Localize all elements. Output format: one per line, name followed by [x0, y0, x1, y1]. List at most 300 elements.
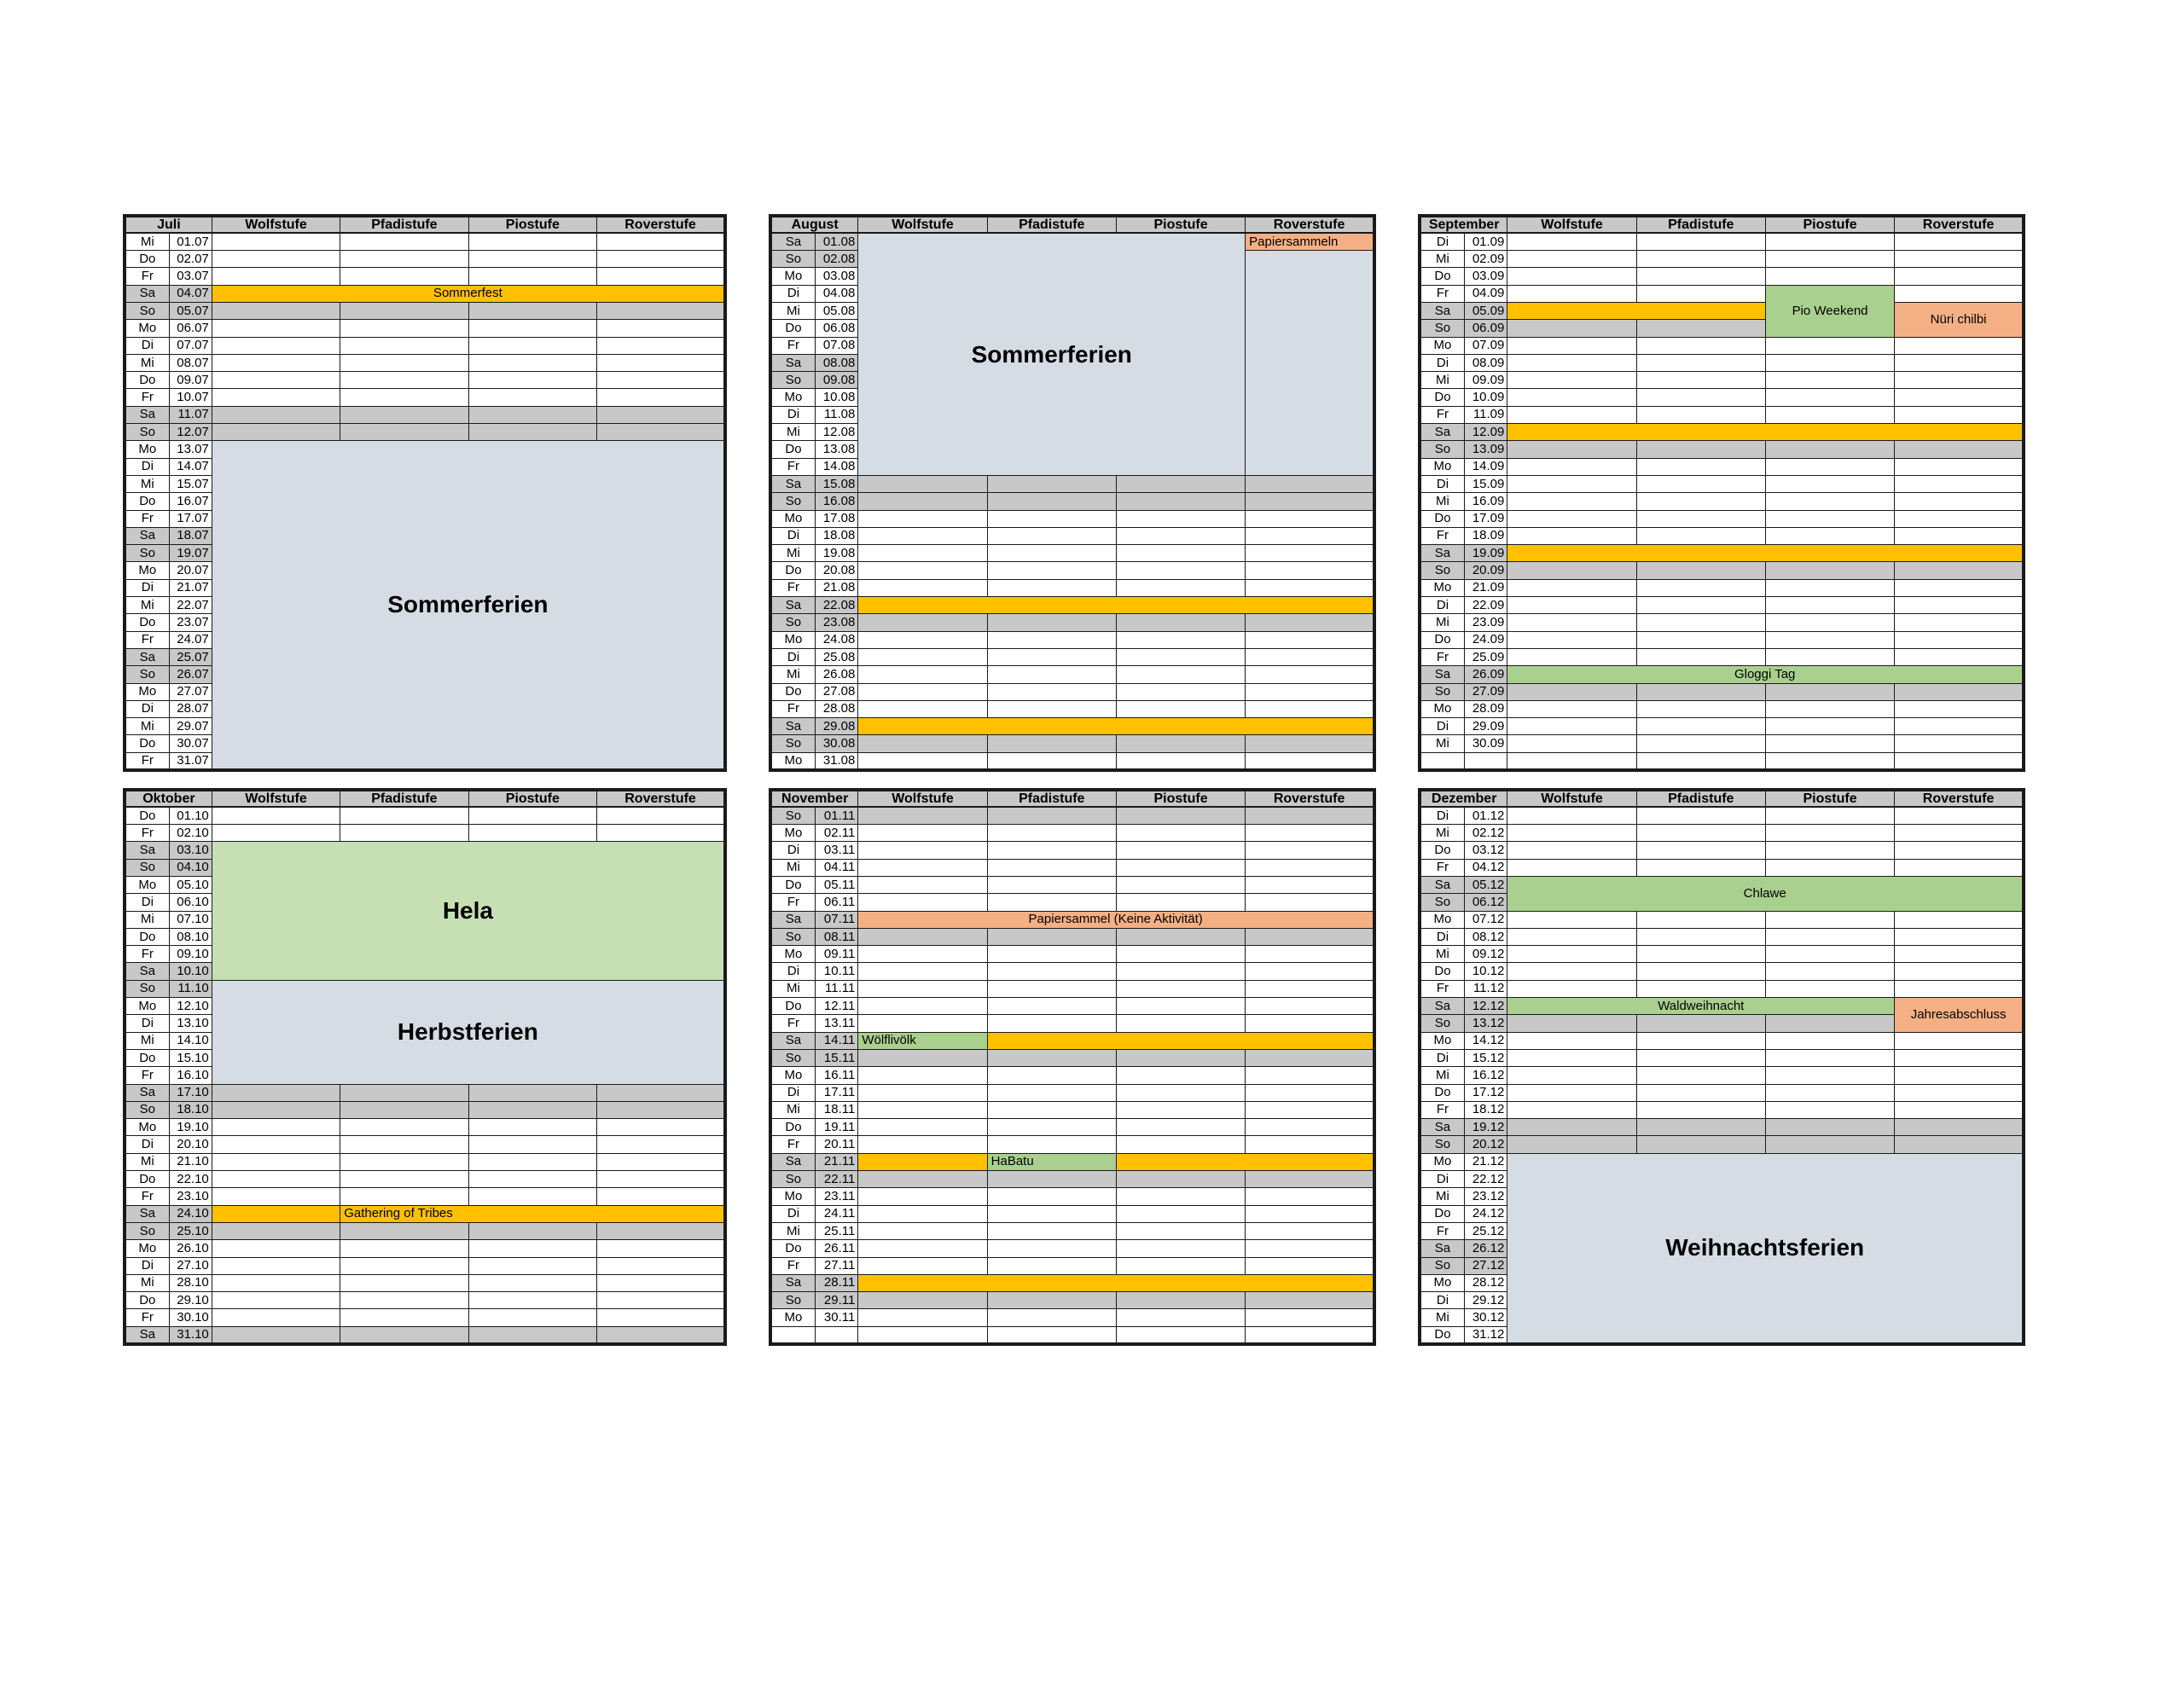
- schedule-cell[interactable]: [1246, 1257, 1374, 1274]
- schedule-cell[interactable]: [468, 372, 596, 389]
- schedule-cell[interactable]: [1895, 458, 2024, 475]
- schedule-cell[interactable]: [1895, 406, 2024, 423]
- schedule-cell[interactable]: [1895, 928, 2024, 945]
- schedule-cell[interactable]: [1507, 389, 1636, 406]
- schedule-cell[interactable]: [212, 1101, 340, 1118]
- schedule-cell[interactable]: [1765, 251, 1894, 268]
- schedule-cell[interactable]: [1765, 963, 1894, 980]
- schedule-cell[interactable]: [1636, 251, 1765, 268]
- schedule-cell[interactable]: [468, 1136, 596, 1153]
- event-cell[interactable]: Weihnachtsferien: [1507, 1153, 2024, 1343]
- schedule-cell[interactable]: [1507, 859, 1636, 876]
- schedule-cell[interactable]: [597, 251, 725, 268]
- schedule-cell[interactable]: [1765, 372, 1894, 389]
- schedule-cell[interactable]: [1246, 683, 1374, 700]
- schedule-cell[interactable]: [987, 1205, 1116, 1222]
- schedule-cell[interactable]: [1765, 928, 1894, 945]
- schedule-cell[interactable]: [1636, 683, 1765, 700]
- schedule-cell[interactable]: [1116, 1067, 1245, 1084]
- schedule-cell[interactable]: [1765, 700, 1894, 717]
- schedule-cell[interactable]: [1507, 579, 1636, 596]
- schedule-cell[interactable]: [1765, 493, 1894, 510]
- schedule-cell[interactable]: [858, 1326, 987, 1343]
- schedule-cell[interactable]: [212, 1084, 340, 1101]
- schedule-cell[interactable]: [1246, 562, 1374, 579]
- schedule-cell[interactable]: [340, 1153, 468, 1170]
- schedule-cell[interactable]: [1636, 268, 1765, 285]
- schedule-cell[interactable]: [212, 1136, 340, 1153]
- schedule-cell[interactable]: [987, 859, 1116, 876]
- schedule-cell[interactable]: [1246, 963, 1374, 980]
- schedule-cell[interactable]: [987, 1240, 1116, 1257]
- schedule-cell[interactable]: [1246, 493, 1374, 510]
- schedule-cell[interactable]: [858, 752, 987, 769]
- schedule-cell[interactable]: [1636, 1136, 1765, 1153]
- event-cell[interactable]: [1507, 545, 2024, 562]
- schedule-cell[interactable]: [1765, 946, 1894, 963]
- schedule-cell[interactable]: [1116, 545, 1245, 562]
- schedule-cell[interactable]: [1116, 1084, 1245, 1101]
- schedule-cell[interactable]: [987, 1257, 1116, 1274]
- schedule-cell[interactable]: [1116, 1240, 1245, 1257]
- schedule-cell[interactable]: [1246, 807, 1374, 824]
- schedule-cell[interactable]: [858, 1067, 987, 1084]
- schedule-cell[interactable]: [1765, 980, 1894, 997]
- schedule-cell[interactable]: [1636, 700, 1765, 717]
- schedule-cell[interactable]: [212, 354, 340, 371]
- schedule-cell[interactable]: [1765, 597, 1894, 614]
- schedule-cell[interactable]: [858, 666, 987, 683]
- event-cell[interactable]: Sommerfest: [212, 285, 725, 302]
- schedule-cell[interactable]: [212, 233, 340, 250]
- schedule-cell[interactable]: [212, 337, 340, 354]
- schedule-cell[interactable]: [340, 1240, 468, 1257]
- schedule-cell[interactable]: [597, 1240, 725, 1257]
- schedule-cell[interactable]: [1507, 406, 1636, 423]
- schedule-cell[interactable]: [1765, 752, 1894, 769]
- schedule-cell[interactable]: [340, 1101, 468, 1118]
- schedule-cell[interactable]: [1895, 842, 2024, 859]
- schedule-cell[interactable]: [1116, 1119, 1245, 1136]
- schedule-cell[interactable]: [858, 1205, 987, 1222]
- schedule-cell[interactable]: [1895, 683, 2024, 700]
- schedule-cell[interactable]: [1507, 527, 1636, 544]
- schedule-cell[interactable]: [340, 320, 468, 337]
- event-cell[interactable]: HaBatu: [987, 1153, 1116, 1170]
- event-cell[interactable]: Pio Weekend: [1765, 285, 1894, 337]
- schedule-cell[interactable]: [1636, 337, 1765, 354]
- schedule-cell[interactable]: [1116, 980, 1245, 997]
- schedule-cell[interactable]: [858, 980, 987, 997]
- schedule-cell[interactable]: [468, 1274, 596, 1291]
- schedule-cell[interactable]: [1895, 1084, 2024, 1101]
- schedule-cell[interactable]: [468, 337, 596, 354]
- schedule-cell[interactable]: [1246, 631, 1374, 648]
- schedule-cell[interactable]: [987, 963, 1116, 980]
- schedule-cell[interactable]: [1895, 963, 2024, 980]
- schedule-cell[interactable]: [1765, 1101, 1894, 1118]
- schedule-cell[interactable]: [212, 372, 340, 389]
- schedule-cell[interactable]: [1116, 493, 1245, 510]
- schedule-cell[interactable]: [1636, 579, 1765, 596]
- schedule-cell[interactable]: [1765, 683, 1894, 700]
- schedule-cell[interactable]: [1765, 510, 1894, 527]
- schedule-cell[interactable]: [1246, 859, 1374, 876]
- schedule-cell[interactable]: [597, 1326, 725, 1343]
- schedule-cell[interactable]: [987, 1119, 1116, 1136]
- schedule-cell[interactable]: [1116, 666, 1245, 683]
- schedule-cell[interactable]: [212, 825, 340, 842]
- event-cell[interactable]: [858, 718, 1374, 735]
- schedule-cell[interactable]: [1246, 752, 1374, 769]
- schedule-cell[interactable]: [858, 683, 987, 700]
- schedule-cell[interactable]: [1895, 285, 2024, 302]
- schedule-cell[interactable]: [1246, 1188, 1374, 1205]
- schedule-cell[interactable]: [1636, 441, 1765, 458]
- schedule-cell[interactable]: [468, 1222, 596, 1239]
- event-cell[interactable]: Herbstferien: [212, 980, 725, 1084]
- schedule-cell[interactable]: [212, 389, 340, 406]
- schedule-cell[interactable]: [1507, 1136, 1636, 1153]
- schedule-cell[interactable]: [1116, 946, 1245, 963]
- schedule-cell[interactable]: [1507, 1119, 1636, 1136]
- schedule-cell[interactable]: [1246, 1205, 1374, 1222]
- schedule-cell[interactable]: [1765, 825, 1894, 842]
- schedule-cell[interactable]: [1765, 859, 1894, 876]
- schedule-cell[interactable]: [1636, 718, 1765, 735]
- schedule-cell[interactable]: [212, 1257, 340, 1274]
- schedule-cell[interactable]: [597, 825, 725, 842]
- schedule-cell[interactable]: [1507, 441, 1636, 458]
- schedule-cell[interactable]: [468, 424, 596, 441]
- schedule-cell[interactable]: [987, 1326, 1116, 1343]
- schedule-cell[interactable]: [1246, 545, 1374, 562]
- schedule-cell[interactable]: [1116, 1171, 1245, 1188]
- schedule-cell[interactable]: [340, 233, 468, 250]
- schedule-cell[interactable]: [340, 1084, 468, 1101]
- schedule-cell[interactable]: [1636, 1119, 1765, 1136]
- schedule-cell[interactable]: [858, 579, 987, 596]
- event-cell[interactable]: Chlawe: [1507, 876, 2024, 911]
- schedule-cell[interactable]: [1895, 510, 2024, 527]
- schedule-cell[interactable]: [1507, 597, 1636, 614]
- schedule-cell[interactable]: [1895, 233, 2024, 250]
- schedule-cell[interactable]: [1765, 631, 1894, 648]
- schedule-cell[interactable]: [987, 1222, 1116, 1239]
- schedule-cell[interactable]: [1765, 337, 1894, 354]
- schedule-cell[interactable]: [1507, 980, 1636, 997]
- schedule-cell[interactable]: [1246, 510, 1374, 527]
- schedule-cell[interactable]: [1636, 963, 1765, 980]
- schedule-cell[interactable]: [1636, 1084, 1765, 1101]
- schedule-cell[interactable]: [1636, 859, 1765, 876]
- schedule-cell[interactable]: [1116, 1101, 1245, 1118]
- schedule-cell[interactable]: [597, 268, 725, 285]
- schedule-cell[interactable]: [1116, 631, 1245, 648]
- schedule-cell[interactable]: [1636, 648, 1765, 665]
- schedule-cell[interactable]: [1765, 1032, 1894, 1049]
- schedule-cell[interactable]: [987, 493, 1116, 510]
- schedule-cell[interactable]: [1765, 807, 1894, 824]
- schedule-cell[interactable]: [1507, 475, 1636, 492]
- schedule-cell[interactable]: [858, 963, 987, 980]
- schedule-cell[interactable]: [987, 475, 1116, 492]
- schedule-cell[interactable]: [340, 354, 468, 371]
- schedule-cell[interactable]: [1116, 876, 1245, 893]
- schedule-cell[interactable]: [858, 700, 987, 717]
- schedule-cell[interactable]: [858, 928, 987, 945]
- schedule-cell[interactable]: [1765, 842, 1894, 859]
- schedule-cell[interactable]: [1116, 1188, 1245, 1205]
- schedule-cell[interactable]: [1765, 527, 1894, 544]
- schedule-cell[interactable]: [1116, 1049, 1245, 1066]
- schedule-cell[interactable]: [1636, 406, 1765, 423]
- schedule-cell[interactable]: [212, 1292, 340, 1309]
- schedule-cell[interactable]: [987, 545, 1116, 562]
- schedule-cell[interactable]: [1116, 842, 1245, 859]
- schedule-cell[interactable]: [1636, 233, 1765, 250]
- schedule-cell[interactable]: [597, 1222, 725, 1239]
- schedule-cell[interactable]: [1116, 510, 1245, 527]
- schedule-cell[interactable]: [468, 1188, 596, 1205]
- schedule-cell[interactable]: [1636, 493, 1765, 510]
- schedule-cell[interactable]: [468, 1326, 596, 1343]
- schedule-cell[interactable]: [1765, 475, 1894, 492]
- schedule-cell[interactable]: [1765, 233, 1894, 250]
- schedule-cell[interactable]: [212, 1153, 340, 1170]
- schedule-cell[interactable]: [1246, 527, 1374, 544]
- schedule-cell[interactable]: [1765, 718, 1894, 735]
- schedule-cell[interactable]: [597, 302, 725, 319]
- schedule-cell[interactable]: [1895, 631, 2024, 648]
- schedule-cell[interactable]: [987, 648, 1116, 665]
- schedule-cell[interactable]: [1507, 268, 1636, 285]
- schedule-cell[interactable]: [1116, 1222, 1245, 1239]
- schedule-cell[interactable]: [1765, 648, 1894, 665]
- schedule-cell[interactable]: [1116, 928, 1245, 945]
- schedule-cell[interactable]: [987, 876, 1116, 893]
- event-cell[interactable]: Wölflivölk: [858, 1032, 987, 1049]
- schedule-cell[interactable]: [858, 1309, 987, 1326]
- schedule-cell[interactable]: [1507, 735, 1636, 752]
- schedule-cell[interactable]: [212, 320, 340, 337]
- schedule-cell[interactable]: [1895, 1101, 2024, 1118]
- schedule-cell[interactable]: [987, 825, 1116, 842]
- schedule-cell[interactable]: [212, 1326, 340, 1343]
- schedule-cell[interactable]: [858, 876, 987, 893]
- schedule-cell[interactable]: [1246, 1049, 1374, 1066]
- schedule-cell[interactable]: [858, 1171, 987, 1188]
- schedule-cell[interactable]: [597, 406, 725, 423]
- schedule-cell[interactable]: [1116, 807, 1245, 824]
- schedule-cell[interactable]: [212, 1171, 340, 1188]
- schedule-cell[interactable]: [1116, 683, 1245, 700]
- schedule-cell[interactable]: [1895, 372, 2024, 389]
- schedule-cell[interactable]: [987, 998, 1116, 1015]
- schedule-cell[interactable]: [987, 735, 1116, 752]
- event-cell[interactable]: Sommerferien: [212, 441, 725, 770]
- schedule-cell[interactable]: [987, 842, 1116, 859]
- event-cell[interactable]: [1116, 1153, 1374, 1170]
- schedule-cell[interactable]: [1765, 1084, 1894, 1101]
- schedule-cell[interactable]: [212, 1222, 340, 1239]
- schedule-cell[interactable]: [1636, 1067, 1765, 1084]
- schedule-cell[interactable]: [212, 268, 340, 285]
- schedule-cell[interactable]: [212, 1240, 340, 1257]
- schedule-cell[interactable]: [1246, 614, 1374, 631]
- schedule-cell[interactable]: [1507, 928, 1636, 945]
- schedule-cell[interactable]: [1636, 631, 1765, 648]
- schedule-cell[interactable]: [468, 320, 596, 337]
- schedule-cell[interactable]: [1246, 1326, 1374, 1343]
- schedule-cell[interactable]: [1636, 1101, 1765, 1118]
- schedule-cell[interactable]: [1116, 648, 1245, 665]
- schedule-cell[interactable]: [1246, 1171, 1374, 1188]
- schedule-cell[interactable]: [987, 1136, 1116, 1153]
- event-cell[interactable]: Papiersammel (Keine Aktivität): [858, 911, 1374, 928]
- event-cell[interactable]: [987, 1032, 1374, 1049]
- schedule-cell[interactable]: [212, 807, 340, 824]
- schedule-cell[interactable]: [597, 233, 725, 250]
- schedule-cell[interactable]: [1895, 1032, 2024, 1049]
- schedule-cell[interactable]: [597, 424, 725, 441]
- schedule-cell[interactable]: [340, 424, 468, 441]
- schedule-cell[interactable]: [468, 1171, 596, 1188]
- schedule-cell[interactable]: [1507, 752, 1636, 769]
- schedule-cell[interactable]: [597, 354, 725, 371]
- schedule-cell[interactable]: [340, 268, 468, 285]
- schedule-cell[interactable]: [1636, 597, 1765, 614]
- event-cell[interactable]: Nüri chilbi: [1895, 302, 2024, 337]
- schedule-cell[interactable]: [212, 1274, 340, 1291]
- schedule-cell[interactable]: [858, 545, 987, 562]
- schedule-cell[interactable]: [987, 1171, 1116, 1188]
- schedule-cell[interactable]: [1765, 406, 1894, 423]
- schedule-cell[interactable]: [597, 320, 725, 337]
- schedule-cell[interactable]: [1765, 1119, 1894, 1136]
- schedule-cell[interactable]: [1507, 648, 1636, 665]
- schedule-cell[interactable]: [1246, 648, 1374, 665]
- schedule-cell[interactable]: [858, 946, 987, 963]
- schedule-cell[interactable]: [858, 1119, 987, 1136]
- event-cell[interactable]: [858, 1274, 1374, 1291]
- schedule-cell[interactable]: [1507, 631, 1636, 648]
- schedule-cell[interactable]: [1116, 752, 1245, 769]
- schedule-cell[interactable]: [987, 807, 1116, 824]
- schedule-cell[interactable]: [1636, 285, 1765, 302]
- schedule-cell[interactable]: [1895, 597, 2024, 614]
- schedule-cell[interactable]: [1507, 233, 1636, 250]
- schedule-cell[interactable]: [1116, 700, 1245, 717]
- schedule-cell[interactable]: [1636, 458, 1765, 475]
- schedule-cell[interactable]: [1246, 1084, 1374, 1101]
- schedule-cell[interactable]: [1895, 911, 2024, 928]
- schedule-cell[interactable]: [468, 1119, 596, 1136]
- schedule-cell[interactable]: [1895, 1049, 2024, 1066]
- schedule-cell[interactable]: [858, 510, 987, 527]
- schedule-cell[interactable]: [1507, 911, 1636, 928]
- schedule-cell[interactable]: [1246, 1136, 1374, 1153]
- schedule-cell[interactable]: [1895, 752, 2024, 769]
- schedule-cell[interactable]: [340, 1292, 468, 1309]
- schedule-cell[interactable]: [340, 1257, 468, 1274]
- schedule-cell[interactable]: [1765, 1015, 1894, 1032]
- schedule-cell[interactable]: [597, 337, 725, 354]
- schedule-cell[interactable]: [1246, 842, 1374, 859]
- schedule-cell[interactable]: [858, 998, 987, 1015]
- schedule-cell[interactable]: [1636, 911, 1765, 928]
- schedule-cell[interactable]: [1116, 475, 1245, 492]
- schedule-cell[interactable]: [468, 1101, 596, 1118]
- schedule-cell[interactable]: [597, 807, 725, 824]
- schedule-cell[interactable]: [1895, 825, 2024, 842]
- schedule-cell[interactable]: [340, 1171, 468, 1188]
- schedule-cell[interactable]: [1246, 1222, 1374, 1239]
- schedule-cell[interactable]: [1636, 527, 1765, 544]
- schedule-cell[interactable]: [858, 1101, 987, 1118]
- schedule-cell[interactable]: [1895, 527, 2024, 544]
- event-cell[interactable]: Papiersammeln: [1246, 233, 1374, 250]
- schedule-cell[interactable]: [1246, 475, 1374, 492]
- schedule-cell[interactable]: [987, 579, 1116, 596]
- schedule-cell[interactable]: [468, 1153, 596, 1170]
- schedule-cell[interactable]: [1507, 614, 1636, 631]
- schedule-cell[interactable]: [212, 406, 340, 423]
- event-cell[interactable]: Sommerferien: [858, 233, 1246, 475]
- schedule-cell[interactable]: [597, 1188, 725, 1205]
- schedule-cell[interactable]: [1895, 614, 2024, 631]
- schedule-cell[interactable]: [1507, 1032, 1636, 1049]
- schedule-cell[interactable]: [1507, 1015, 1636, 1032]
- schedule-cell[interactable]: [1507, 372, 1636, 389]
- schedule-cell[interactable]: [1895, 807, 2024, 824]
- schedule-cell[interactable]: [1246, 998, 1374, 1015]
- schedule-cell[interactable]: [1636, 980, 1765, 997]
- schedule-cell[interactable]: [1507, 285, 1636, 302]
- event-cell[interactable]: Jahresabschluss: [1895, 998, 2024, 1033]
- schedule-cell[interactable]: [1246, 928, 1374, 945]
- schedule-cell[interactable]: [340, 1326, 468, 1343]
- event-cell[interactable]: Gathering of Tribes: [340, 1205, 725, 1222]
- schedule-cell[interactable]: [1507, 718, 1636, 735]
- schedule-cell[interactable]: [468, 807, 596, 824]
- schedule-cell[interactable]: [1507, 683, 1636, 700]
- schedule-cell[interactable]: [987, 752, 1116, 769]
- schedule-cell[interactable]: [1636, 389, 1765, 406]
- schedule-cell[interactable]: [1895, 562, 2024, 579]
- schedule-cell[interactable]: [340, 372, 468, 389]
- schedule-cell[interactable]: [1116, 1205, 1245, 1222]
- schedule-cell[interactable]: [858, 648, 987, 665]
- event-cell[interactable]: Gloggi Tag: [1507, 666, 2024, 683]
- schedule-cell[interactable]: [1246, 894, 1374, 911]
- schedule-cell[interactable]: [1116, 527, 1245, 544]
- schedule-cell[interactable]: [340, 389, 468, 406]
- schedule-cell[interactable]: [987, 946, 1116, 963]
- schedule-cell[interactable]: [1636, 354, 1765, 371]
- schedule-cell[interactable]: [1895, 859, 2024, 876]
- schedule-cell[interactable]: [1507, 842, 1636, 859]
- schedule-cell[interactable]: [987, 527, 1116, 544]
- schedule-cell[interactable]: [858, 1257, 987, 1274]
- schedule-cell[interactable]: [1507, 458, 1636, 475]
- schedule-cell[interactable]: [1507, 825, 1636, 842]
- schedule-cell[interactable]: [468, 406, 596, 423]
- schedule-cell[interactable]: [1116, 735, 1245, 752]
- schedule-cell[interactable]: [468, 1257, 596, 1274]
- schedule-cell[interactable]: [1116, 1015, 1245, 1032]
- schedule-cell[interactable]: [1895, 268, 2024, 285]
